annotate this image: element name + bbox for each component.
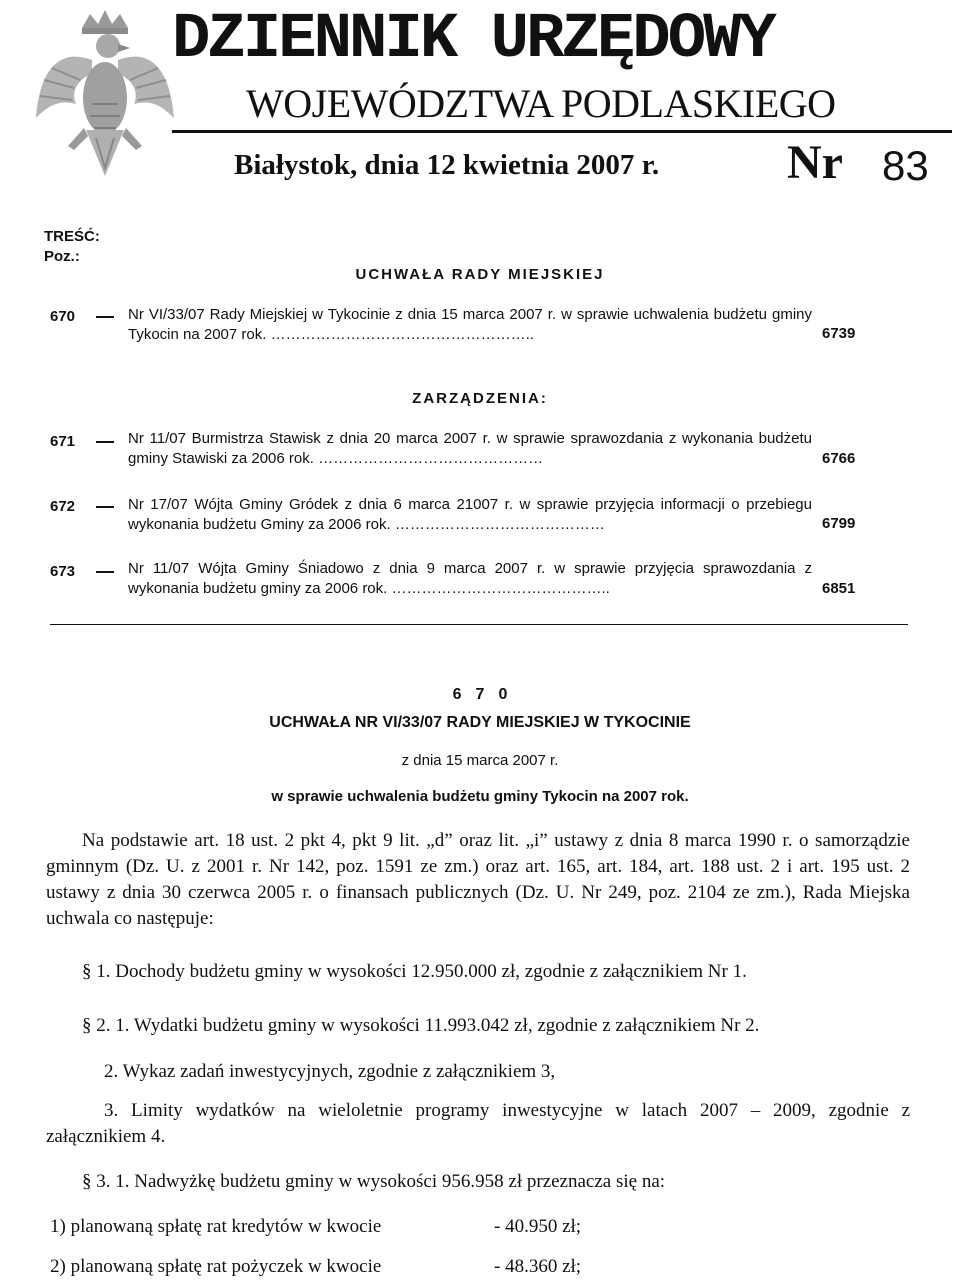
paragraph-3: § 3. 1. Nadwyżkę budżetu gminy w wysokości 956.958 zł przeznacza się na: [82,1171,666,1192]
paragraph-1: § 1. Dochody budżetu gminy w wysokości 12.950.000 zł, zgodnie z załącznikiem Nr 1. [82,961,747,982]
toc-entry-page: 6799 [822,515,856,532]
paragraph-2-point-3: 3. Limity wydatków na wieloletnie programy inwestycyjne w latach 2007 – 2009, zgodnie z załącznikiem 4. [46,1100,910,1147]
document-preamble: Na podstawie art. 18 ust. 2 pkt 4, pkt 9 lit. „d” oraz lit. „i” ustawy z dnia 8 marca 1990 r. o samorządzie gminnym (Dz. U. z 2001 r. Nr 142, poz. 1591 ze zm.) oraz art. 165, art. 184, art. 188 ust. 2 i art. 195 ust. 2 ustawy z dnia 30 czerwca 2005 r. o finansach publicznych (Dz. U. Nr 249, poz. 2104 ze zm.), Rada Miejska uchwala co następuje: [46,830,910,929]
toc-position-label: Poz.: [44,248,80,265]
toc-entry-number: 673 [50,563,76,580]
toc-entry-number: 671 [50,433,76,450]
toc-entry-page: 6851 [822,580,856,597]
document-number: 670 [452,686,522,703]
journal-title: DZIENNIK URZĘDOWY [172,4,774,76]
toc-heading: TREŚĆ: [44,228,100,245]
toc-dash [96,441,114,443]
document-subject: w sprawie uchwalenia budżetu gminy Tykocin na 2007 rok. [271,788,689,805]
toc-dash [96,316,114,318]
toc-entry-text[interactable]: Nr 11/07 Wójta Gminy Śniadowo z dnia 9 marca 2007 r. w sprawie przyjęcia sprawozdania z wykonania budżetu gminy za 2006 rok. …………………………………….. [128,560,812,597]
toc-dash [96,506,114,508]
toc-section-title: ZARZĄDZENIA: [412,390,548,407]
toc-entry-page: 6739 [822,325,856,342]
paragraph-2: § 2. 1. Wydatki budżetu gminy w wysokości 11.993.042 zł, zgodnie z załącznikiem Nr 2. [82,1015,760,1036]
list-item-value: - 48.360 zł; [494,1256,582,1277]
toc-entry-number: 672 [50,498,76,515]
issue-number: 83 [882,142,929,189]
document-title: UCHWAŁA NR VI/33/07 RADY MIEJSKIEJ W TYKOCINIE [269,714,691,731]
toc-entry-number: 670 [50,308,76,325]
toc-entry-text[interactable]: Nr 17/07 Wójta Gminy Gródek z dnia 6 marca 21007 r. w sprawie przyjęcia informacji o przebiegu wykonania budżetu Gminy za 2006 rok. …………………………………… [128,496,812,533]
polish-eagle-emblem [30,8,180,184]
document-date: z dnia 15 marca 2007 r. [401,752,559,769]
toc-bottom-rule [50,624,908,625]
list-item-value: - 40.950 zł; [494,1216,582,1237]
paragraph-2-point-2: 2. Wykaz zadań inwestycyjnych, zgodnie z załącznikiem 3, [104,1061,556,1082]
toc-entry-page: 6766 [822,450,856,467]
toc-section-title: UCHWAŁA RADY MIEJSKIEJ [355,266,605,283]
list-item-label: 1) planowaną spłatę rat kredytów w kwocie [50,1216,382,1237]
list-item-label: 2) planowaną spłatę rat pożyczek w kwocie [50,1256,382,1277]
toc-dash [96,571,114,573]
toc-entry-text[interactable]: Nr VI/33/07 Rady Miejskiej w Tykocinie z dnia 15 marca 2007 r. w sprawie uchwalenia budżetu gminy Tykocin na 2007 rok. …………………………………………….. [128,306,812,343]
journal-subtitle: WOJEWÓDZTWA PODLASKIEGO [246,81,836,126]
issue-dateline: Białystok, dnia 12 kwietnia 2007 r. [234,149,660,181]
issue-number-label: Nr [787,136,843,189]
toc-entry-text[interactable]: Nr 11/07 Burmistrza Stawisk z dnia 20 marca 2007 r. w sprawie sprawozdania z wykonania budżetu gminy Stawiski za 2006 rok. ……………………………………… [128,430,812,467]
header-rule [172,130,952,133]
